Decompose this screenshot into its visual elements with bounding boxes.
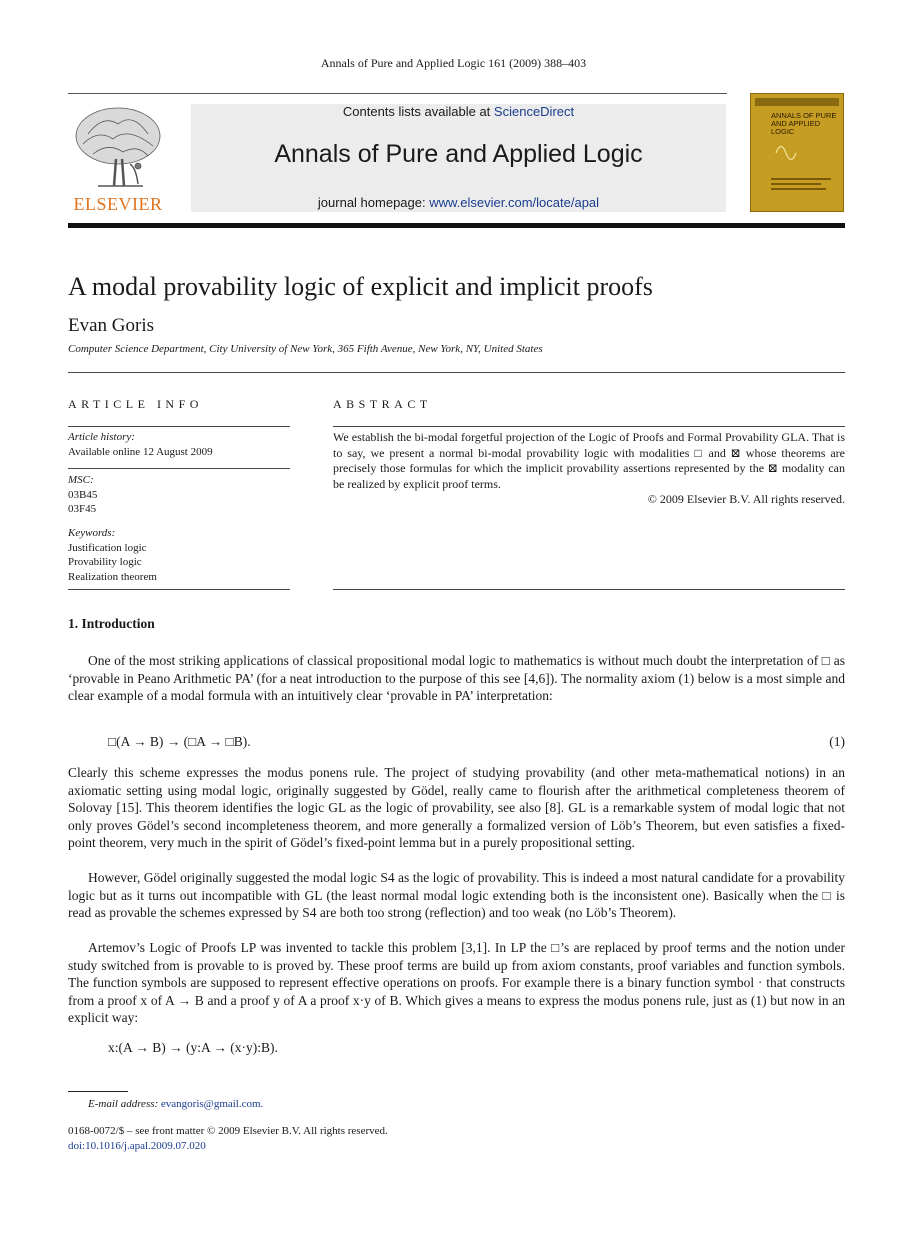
running-head-citation: Annals of Pure and Applied Logic 161 (2009) 388–403 — [320, 56, 587, 70]
article-title: A modal provability logic of explicit and implicit proofs — [68, 272, 653, 301]
cover-line-3 — [771, 188, 826, 190]
author-name: Evan Goris — [68, 315, 155, 336]
paragraph-2: Clearly this scheme expresses the modus ponens rule. The project of studying provability (and other meta-mathematical notions) in an axiomatic setting using modal logic, originally suggested by Gödel, really came to flourish after the arithmetical completeness theorem of Solovay [15]. This theorem identifies the logic GL as the logic of provability, see also [8]. GL is a remarkable system of modal logic that not only proves Gödel’s second incompleteness theorem, and more generally a formalized version of Löb’s Theorem, but even satisfies a fixed-point theorem, very much in the spirit of Gödel’s fixed-point lemma but in a purely propositional setting. — [68, 765, 845, 851]
equation-1: □(A → B) → (□A → □B). — [108, 734, 251, 749]
article-history — [68, 430, 213, 459]
elsevier-logo — [68, 104, 168, 214]
msc-code: 03F45 — [68, 503, 97, 515]
abstract-rule — [333, 426, 845, 427]
equation-number: (1) — [829, 734, 845, 749]
header-thick-rule — [68, 223, 845, 228]
history-label: Article history: — [68, 431, 135, 443]
abstract-text: We establish the bi-modal forgetful projection of the Logic of Proofs and Formal Provability GLA. That is to say, we present a normal bi-modal provability logic with modalities □ and ⊠ whose theorems are precisely those formulas for which the implicit provability assertions represented by the ⊠ modality can be realized by explicit proof terms. — [333, 430, 845, 491]
cover-title: ANNALS OF PURE AND APPLIED LOGIC — [771, 111, 837, 136]
journal-header-box — [191, 104, 726, 212]
article-info-heading: ARTICLE INFO — [68, 397, 203, 411]
msc-code: 03B45 — [68, 488, 98, 501]
homepage-line — [191, 195, 726, 210]
abstract-heading: ABSTRACT — [333, 397, 432, 411]
keywords-block — [68, 526, 157, 584]
equation-2: x:(A → B) → (y:A → (x·y):B). — [108, 1040, 278, 1055]
header-top-rule — [68, 93, 727, 94]
doi-link[interactable]: doi:10.1016/j.apal.2009.07.020 — [68, 1140, 206, 1152]
author-affiliation: Computer Science Department, City University of New York, 365 Fifth Avenue, New York, NY, United States — [68, 343, 543, 355]
title-separator — [68, 372, 845, 373]
keyword: Justification logic — [68, 541, 147, 554]
msc-block — [68, 473, 97, 517]
cover-line-1 — [771, 178, 831, 180]
paragraph-3: However, Gödel originally suggested the modal logic S4 as the logic of provability. This is indeed a most natural candidate for a provability logic but as it turns out incompatible with GL (the least normal modal logic extending both is the inconsistent one). Basically when the □ is read as provable the schemes expressed by S4 are both too strong (reflection) and too weak (no Löb’s Theorem). — [68, 870, 845, 921]
footnote-rule — [68, 1091, 128, 1092]
homepage-prefix: journal homepage: — [317, 195, 426, 210]
article-info-rule — [68, 426, 290, 427]
cover-line-2 — [771, 183, 821, 185]
cover-ornament-icon — [771, 138, 801, 168]
keyword: Realization theorem — [68, 570, 157, 583]
footnote-email — [88, 1098, 263, 1110]
history-value: Available online 12 August 2009 — [68, 445, 213, 458]
section-heading-introduction: 1. Introduction — [68, 616, 155, 631]
journal-title: Annals of Pure and Applied Logic — [274, 140, 643, 168]
sciencedirect-link[interactable]: ScienceDirect — [493, 104, 575, 119]
journal-cover — [750, 93, 844, 212]
contents-line — [191, 104, 726, 119]
article-info-bottom-rule — [68, 589, 290, 590]
email-link[interactable]: evangoris@gmail.com. — [160, 1098, 264, 1110]
abstract-bottom-rule — [333, 589, 845, 590]
abstract-copyright: © 2009 Elsevier B.V. All rights reserved. — [647, 492, 845, 506]
publisher-name: ELSEVIER — [73, 194, 163, 214]
paragraph-1: One of the most striking applications of classical propositional modal logic to mathematics is without much doubt the interpretation of □ as ‘provable in Peano Arithmetic PA’ (for a neat introduction to the purpose of this see [4,6]). The normality axiom (1) below is a most simple and clear example of a modal formula with an intuitively clear ‘provable in PA’ interpretation: — [68, 653, 845, 704]
cover-banner — [755, 98, 839, 106]
history-rule — [68, 468, 290, 469]
paragraph-4: Artemov’s Logic of Proofs LP was invented to tackle this problem [3,1]. In LP the □’s are replaced by proof terms and the notion under study switched from is provable to is proved by. These proof terms are build up from axiom constants, proof variables and function symbols. The function symbols are supposed to represent effective operations on proofs. For example there is a binary function symbol · that constructs from a proof x of A → B and a proof y of A a proof x·y of B. Which gives a means to express the modus ponens rule, just as (1) but now in an explicit way: — [68, 940, 845, 1026]
msc-label: MSC: — [68, 474, 94, 486]
keywords-label: Keywords: — [68, 527, 116, 539]
issn-line: 0168-0072/$ – see front matter © 2009 Elsevier B.V. All rights reserved. — [68, 1125, 388, 1137]
homepage-link[interactable]: www.elsevier.com/locate/apal — [429, 195, 600, 210]
email-label: E-mail address: — [88, 1098, 159, 1110]
abstract-body — [333, 430, 845, 508]
keyword: Provability logic — [68, 556, 142, 568]
contents-prefix: Contents lists available at — [342, 104, 491, 119]
